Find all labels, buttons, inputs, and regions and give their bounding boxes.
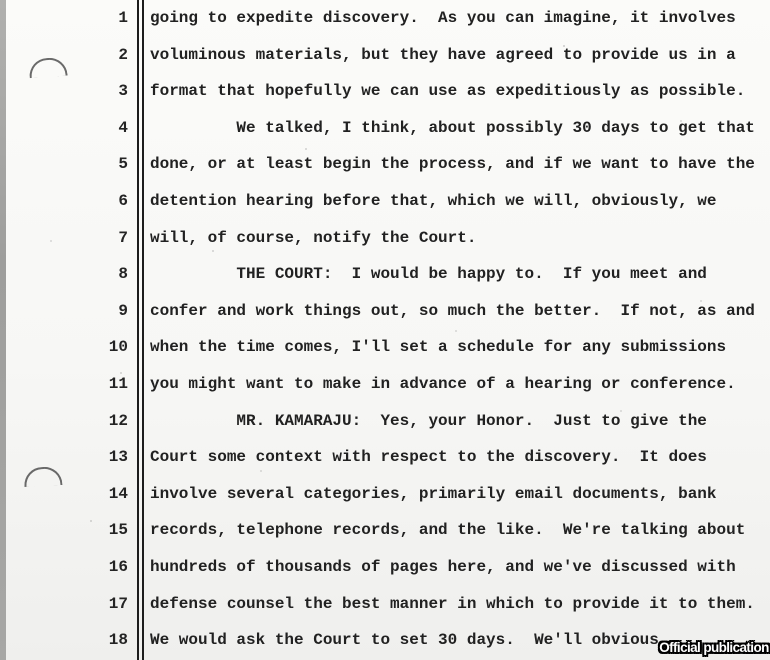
line-text: THE COURT: I would be happy to. If you meet and [150,265,707,283]
transcript-line [0,338,770,364]
line-text: confer and work things out, so much the better. If not, as and [150,302,755,320]
line-number: 10 [108,338,128,356]
transcript-line [0,82,770,108]
line-number: 13 [108,448,128,466]
line-number: 4 [118,119,128,137]
transcript-line [0,265,770,291]
line-number: 3 [118,82,128,100]
line-number: 2 [118,46,128,64]
line-number: 18 [108,631,128,649]
transcript-line [0,119,770,145]
line-text: voluminous materials, but they have agreed to provide us in a [150,46,736,64]
line-text: format that hopefully we can use as expeditiously as possible. [150,82,746,100]
line-number: 8 [118,265,128,283]
line-number: 11 [108,375,128,393]
line-text: going to expedite discovery. As you can imagine, it involves [150,9,736,27]
transcript-line [0,229,770,255]
transcript-line [0,485,770,511]
transcript-line [0,302,770,328]
line-text: hundreds of thousands of pages here, and we've discussed with [150,558,736,576]
official-publication-badge: Official publication [659,640,769,655]
transcript-line [0,375,770,401]
scan-noise [0,0,2,2]
transcript-line [0,9,770,35]
line-text: detention hearing before that, which we will, obviously, we [150,192,717,210]
line-number: 7 [118,229,128,247]
line-text: We would ask the Court to set 30 days. We'll obvious [150,631,659,649]
line-number: 12 [108,412,128,430]
line-text: MR. KAMARAJU: Yes, your Honor. Just to give the [150,412,707,430]
transcript-line [0,412,770,438]
line-number: 9 [118,302,128,320]
transcript-line [0,521,770,547]
transcript-line [0,448,770,474]
line-number: 16 [108,558,128,576]
transcript-line [0,155,770,181]
line-text: defense counsel the best manner in which to provide it to them. [150,595,755,613]
line-text: involve several categories, primarily email documents, bank [150,485,717,503]
line-text: will, of course, notify the Court. [150,229,477,247]
transcript-line [0,558,770,584]
line-text: We talked, I think, about possibly 30 days to get that [150,119,755,137]
line-number: 14 [108,485,128,503]
line-number: 5 [118,155,128,173]
transcript-line [0,192,770,218]
line-text: Court some context with respect to the discovery. It does [150,448,707,466]
line-text: records, telephone records, and the like. We're talking about [150,521,746,539]
line-text: done, or at least begin the process, and if we want to have the [150,155,755,173]
transcript-line [0,46,770,72]
line-number: 6 [118,192,128,210]
line-number: 15 [108,521,128,539]
line-text: when the time comes, I'll set a schedule for any submissions [150,338,727,356]
transcript-line [0,595,770,621]
line-text: you might want to make in advance of a hearing or conference. [150,375,736,393]
line-number: 1 [118,9,128,27]
transcript-line [0,631,770,657]
line-number: 17 [108,595,128,613]
